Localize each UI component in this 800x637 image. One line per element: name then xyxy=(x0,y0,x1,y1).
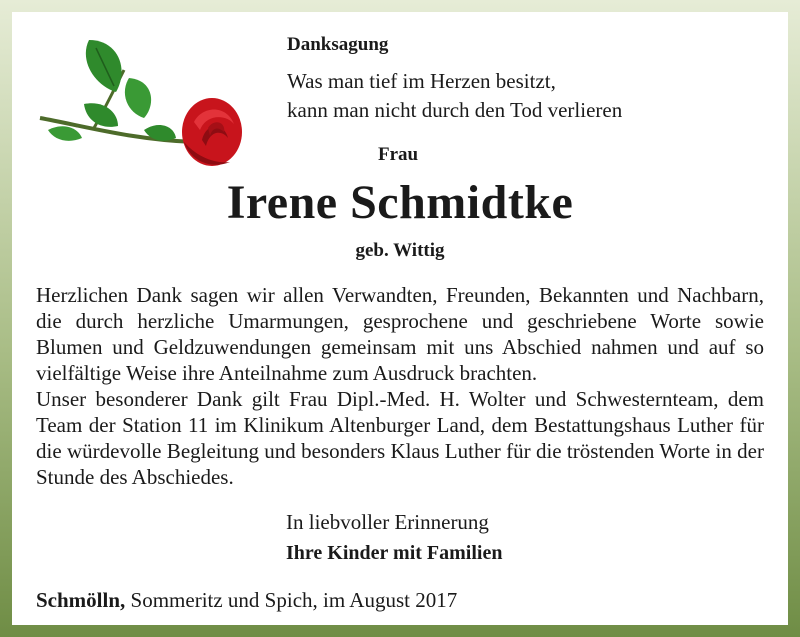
thanks-paragraph: Herzlichen Dank sagen wir allen Verwandten, Freunden, Bekannten und Nachbarn, die durch herzliche Umarmungen, gesprochene und geschriebene Worte sowie Blumen und Geldzuwendungen gemeinsam mit uns Abschied nahmen und auf so vielfältige Weise ihre Anteilnahme zum Ausdruck brachten. xyxy=(36,283,764,385)
heading: Danksagung xyxy=(287,34,389,55)
deceased-name: Irene Schmidtke xyxy=(226,176,574,229)
place-date-rest: Sommeritz und Spich, im August 2017 xyxy=(125,588,458,612)
motto-line-1: Was man tief im Herzen besitzt, xyxy=(287,69,556,93)
obituary-card xyxy=(12,12,788,625)
motto-line-2: kann man nicht durch den Tod verlieren xyxy=(287,98,623,122)
red-rose-icon xyxy=(34,30,244,170)
town-name: Schmölln, xyxy=(36,588,126,612)
maiden-name: geb. Wittig xyxy=(355,240,445,261)
special-thanks-paragraph: Unser besonderer Dank gilt Frau Dipl.-Med. H. Wolter und Schwesternteam, dem Team der Station 11 im Klinikum Altenburger Land, dem Bestattungshaus Luther für die würdevolle Begleitung und besonders Klaus Luther für die tröstenden Worte in der Stunde des Abschiedes. xyxy=(36,387,764,489)
place-date-line xyxy=(36,588,457,613)
family-signature: Ihre Kinder mit Familien xyxy=(286,542,503,564)
closing-line: In liebvoller Erinnerung xyxy=(286,510,489,534)
salutation: Frau xyxy=(378,144,419,165)
motto xyxy=(287,67,622,125)
